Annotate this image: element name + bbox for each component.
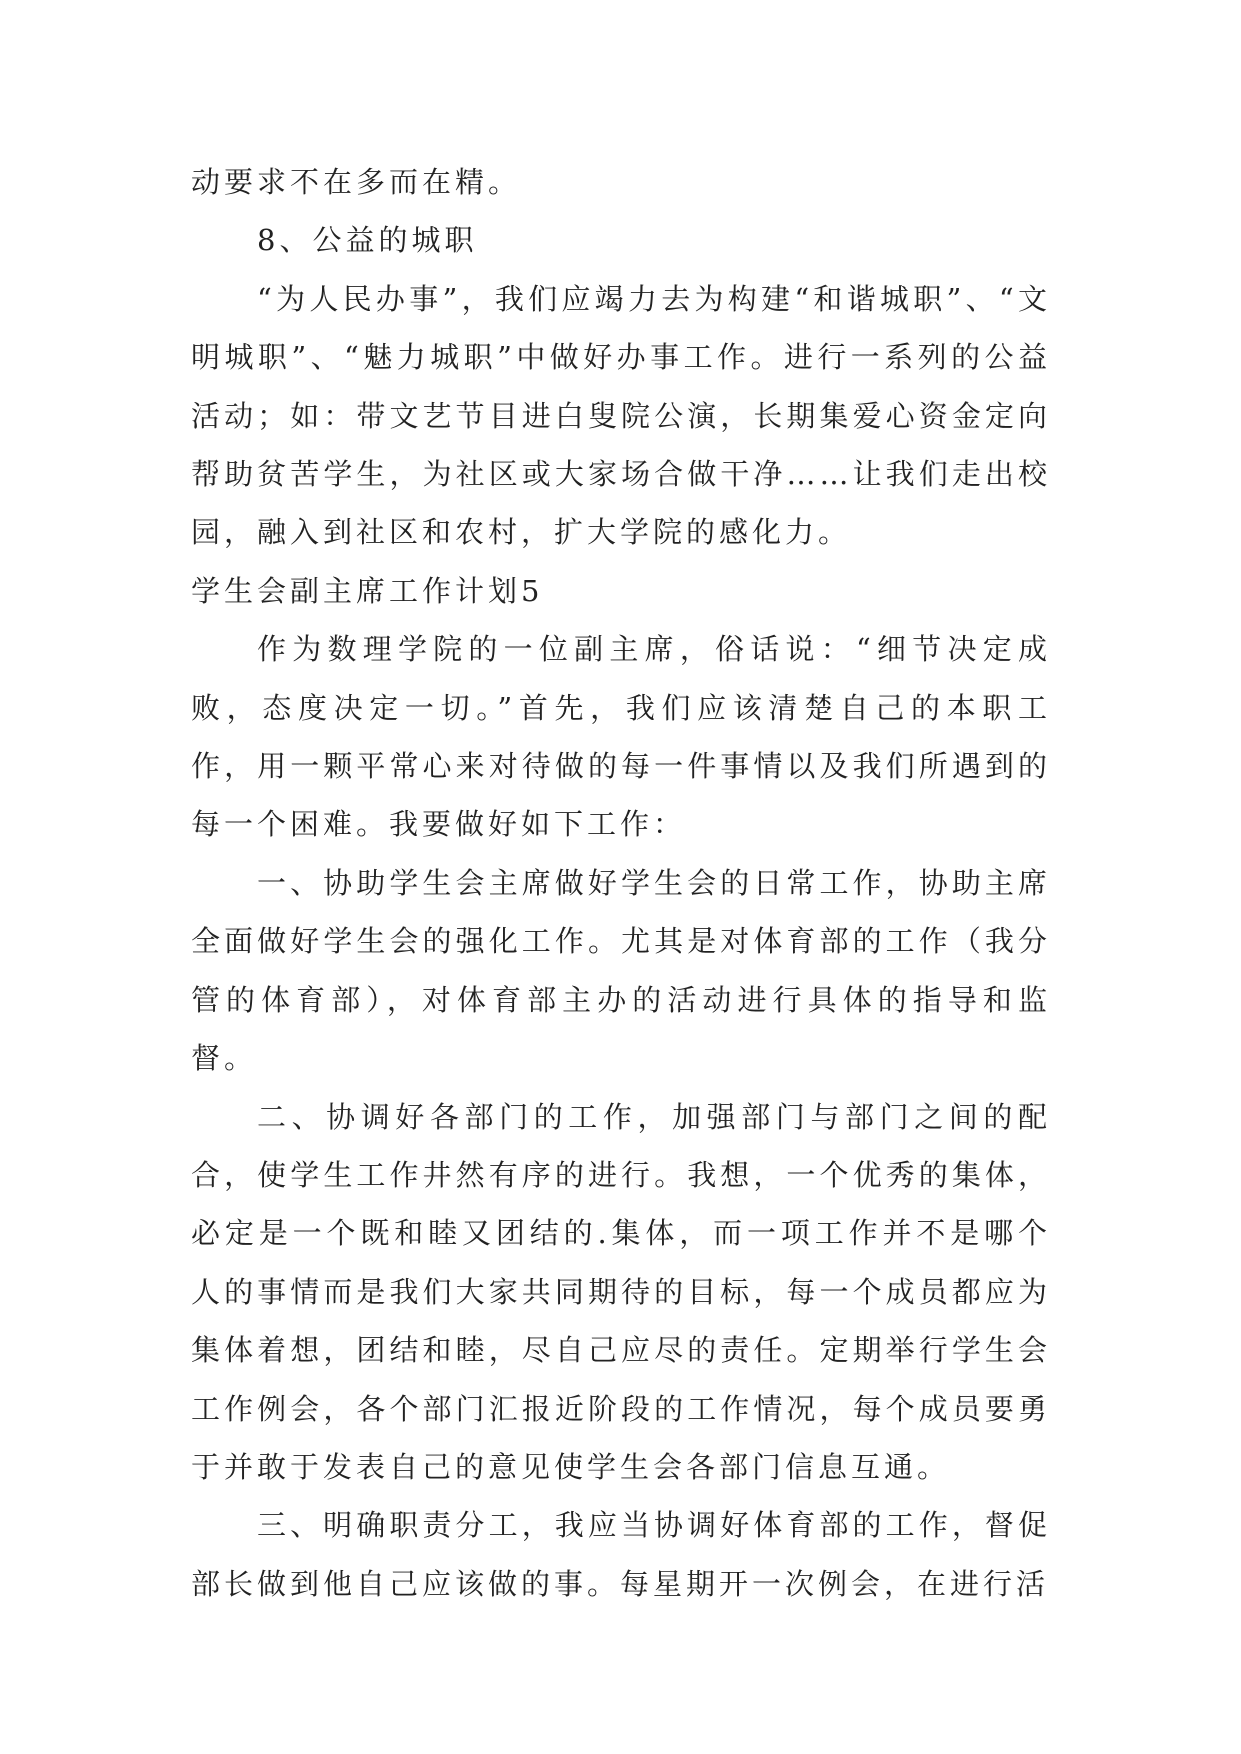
document-body xyxy=(191,153,1051,1613)
paragraph-continuation: 动要求不在多而在精。 xyxy=(191,165,522,199)
paragraph-intro: 作为数理学院的一位副主席，俗话说：“细节决定成败，态度决定一切。”首先，我们应该清楚自己的本职工作，用一颗平常心来对待做的每一件事情以及我们所遇到的每一个困难。我要做好如下工作： xyxy=(191,632,1051,842)
paragraph-item-1: 一、协助学生会主席做好学生会的日常工作，协助主席全面做好学生会的强化工作。尤其是对体育部的工作（我分管的体育部），对体育部主办的活动进行具体的指导和监督。 xyxy=(191,865,1051,1076)
paragraph-item-3: 三、明确职责分工，我应当协调好体育部的工作，督促部长做到他自己应该做的事。每星期开一次例会，在进行活 xyxy=(191,1508,1051,1601)
section-title: 学生会副主席工作计划5 xyxy=(191,573,544,608)
paragraph-public-welfare: “为人民办事”，我们应竭力去为构建“和谐城职”、“文明城职”、“魅力城职”中做好办事工作。进行一系列的公益活动；如：带文艺节目进白叟院公演，长期集爱心资金定向帮助贫苦学生，为社区或大家场合做干净……让我们走出校园，融入到社区和农村，扩大学院的感化力。 xyxy=(191,281,1051,550)
subheading-public-welfare: 8、公益的城职 xyxy=(257,223,478,258)
paragraph-item-2: 二、协调好各部门的工作，加强部门与部门之间的配合，使学生工作井然有序的进行。我想，一个优秀的集体，必定是一个既和睦又团结的.集体，而一项工作并不是哪个人的事情而是我们大家共同期待的目标，每一个成员都应为集体着想，团结和睦，尽自己应尽的责任。定期举行学生会工作例会，各个部门汇报近阶段的工作情况，每个成员要勇于并敢于发表自己的意见使学生会各部门信息互通。 xyxy=(191,1099,1051,1484)
